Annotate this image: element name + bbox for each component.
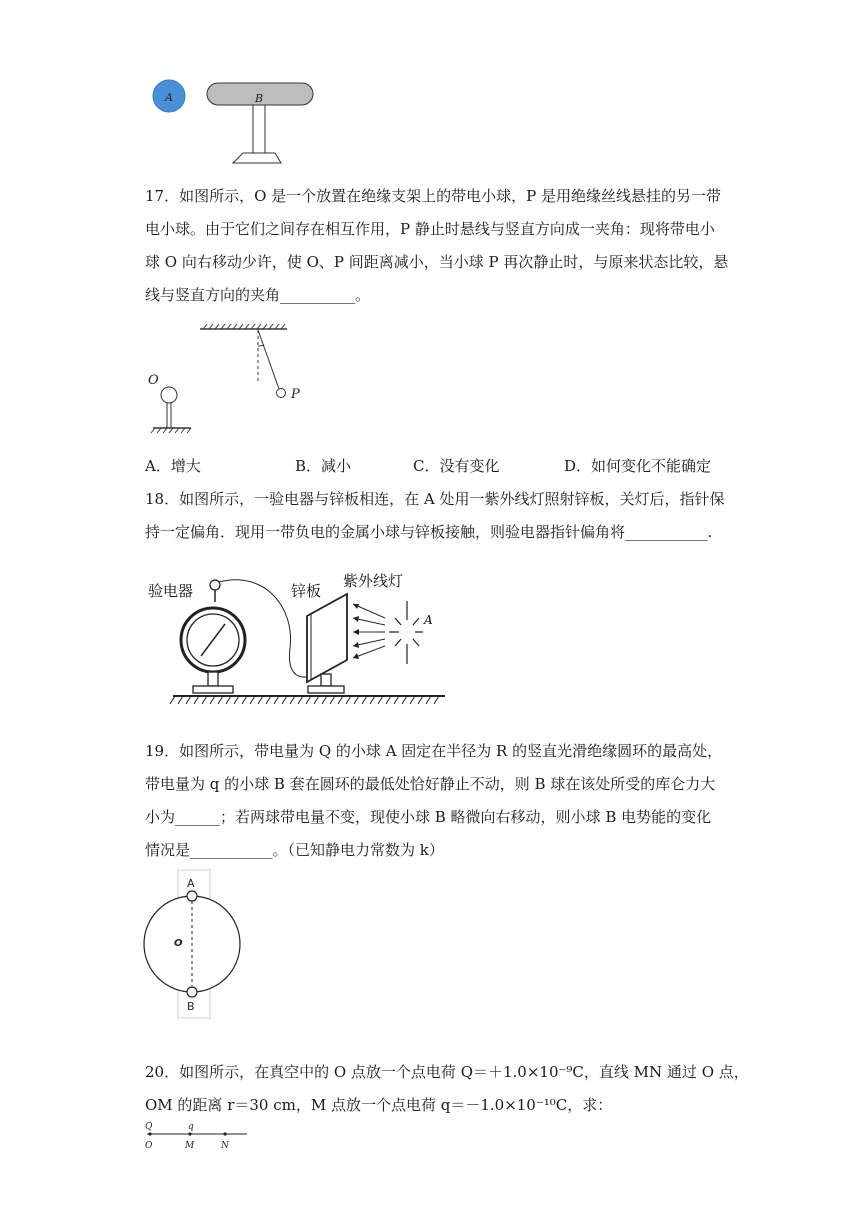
center-o-label: O — [174, 938, 183, 949]
q19-line-4: 情况是___________。（已知静电力常数为 k） — [145, 841, 444, 859]
point-o-label: O — [145, 1141, 153, 1151]
q19-line-2: 带电量为 q 的小球 B 套在圆环的最低处恰好静止不动，则 B 球在该处所受的库仑力大 — [145, 775, 716, 793]
point-n-label: N — [221, 1141, 229, 1151]
stand-base — [233, 153, 281, 163]
ball-a — [187, 891, 197, 901]
q19-line-1: 19．如图所示，带电量为 Q 的小球 A 固定在半径为 R 的竖直光滑绝缘圆环的最高处， — [145, 742, 723, 760]
q18-line-2: 持一定偏角．现用一带负电的金属小球与锌板接触，则验电器指针偏角将___________. — [145, 523, 713, 541]
ball-p-label: P — [291, 387, 300, 402]
electroscope-label: 验电器 — [148, 582, 194, 600]
figure-16 — [145, 72, 335, 168]
ball-p — [277, 389, 286, 398]
q20-line-2: OM 的距离 r＝30 cm，M 点放一个点电荷 q＝－1.0×10⁻¹⁰C，求： — [145, 1096, 613, 1114]
q17-line-4: 线与竖直方向的夹角__________。 — [145, 286, 371, 304]
q19-line-3: 小为______；若两球带电量不变，现使小球 B 略微向右移动，则小球 B 电势能的变化 — [145, 808, 712, 826]
option-b: B．减小 — [295, 457, 352, 475]
conductor-b-label: B — [255, 92, 264, 105]
zinc-plate-label: 锌板 — [291, 582, 322, 600]
ball-a-label: A — [187, 877, 195, 890]
q17-line-1: 17．如图所示，O 是一个放置在绝缘支架上的带电小球，P 是用绝缘丝线悬挂的另一带 — [145, 187, 722, 205]
q17-line-2: 电小球。由于它们之间存在相互作用，P 静止时悬线与竖直方向成一夹角：现将带电小 — [145, 220, 715, 238]
uv-lamp — [389, 601, 423, 664]
ball-b-label: B — [187, 1000, 195, 1013]
charge-q-small-label: q — [188, 1122, 194, 1132]
point-m-label: M — [185, 1141, 195, 1151]
figure-19 — [140, 868, 250, 1020]
ball-a-label: A — [165, 91, 173, 104]
option-c: C．没有变化 — [413, 457, 500, 475]
ball-o-label: O — [148, 373, 159, 388]
zinc-plate — [307, 594, 347, 682]
q17-line-3: 球 O 向右移动少许，使 O、P 间距离减小，当小球 P 再次静止时，与原来状态比较，悬 — [145, 253, 729, 271]
ball-b — [187, 987, 197, 997]
figure-17 — [145, 320, 315, 438]
figure-20 — [143, 1120, 253, 1154]
ball-o — [161, 387, 177, 403]
point-a-label: A — [424, 613, 433, 627]
uv-lamp-label: 紫外线灯 — [343, 572, 404, 590]
figure-18 — [145, 568, 455, 716]
q20-line-1: 20．如图所示，在真空中的 O 点放一个点电荷 Q＝＋1.0×10⁻⁹C，直线 MN 通过 O 点， — [145, 1063, 749, 1081]
suspension-thread — [258, 330, 279, 389]
charge-q-big-label: Q — [145, 1122, 153, 1132]
option-d: D．如何变化不能确定 — [564, 457, 712, 475]
option-a: A．增大 — [145, 457, 201, 475]
stand-pole — [253, 105, 265, 153]
q18-line-1: 18．如图所示，一验电器与锌板相连，在 A 处用一紫外线灯照射锌板，关灯后，指针保 — [145, 490, 725, 508]
